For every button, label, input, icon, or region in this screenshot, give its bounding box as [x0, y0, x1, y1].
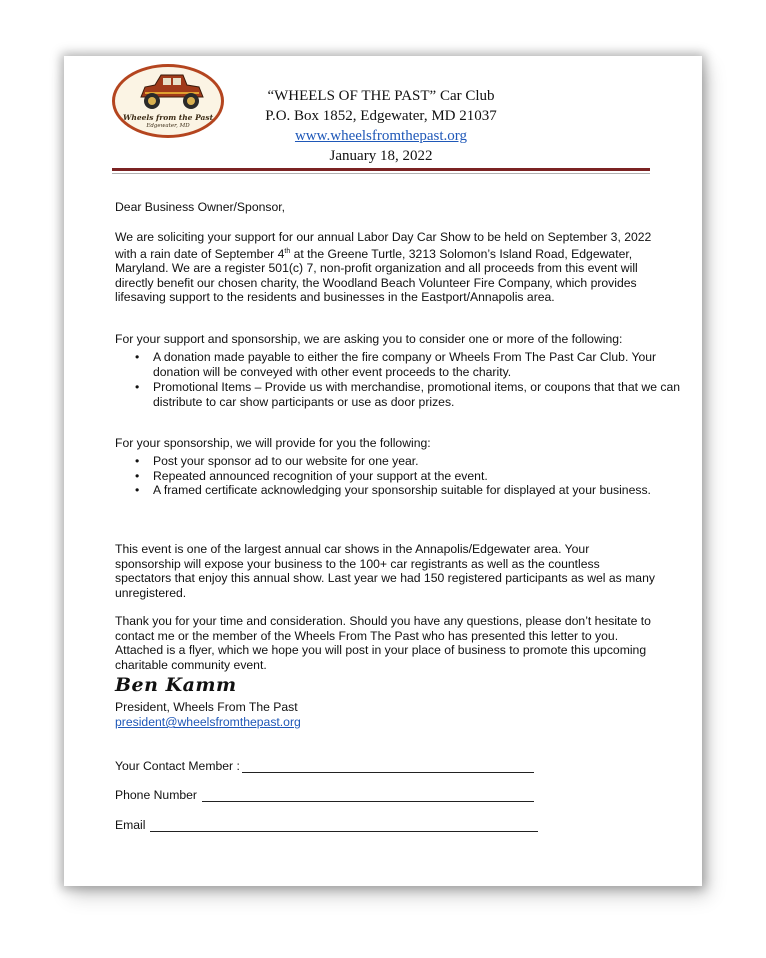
list-item: • A framed certificate acknowledging your sponsorship suitable for displayed at your business.	[153, 483, 693, 498]
phone-number-label: Phone Number	[115, 788, 197, 802]
contact-member-field[interactable]	[115, 759, 534, 773]
logo-location: Edgewater, MD	[146, 123, 190, 129]
benefits-intro: For your sponsorship, we will provide for you the following:	[115, 436, 431, 451]
phone-number-field[interactable]	[115, 788, 534, 802]
contact-member-label: Your Contact Member :	[115, 759, 240, 773]
list-item: • Promotional Items – Provide us with merchandise, promotional items, or coupons that that we can distribute to car show participants or use as door prizes.	[153, 380, 693, 409]
signer-email-link[interactable]: president@wheelsfromthepast.org	[115, 715, 301, 729]
contact-member-line[interactable]	[242, 760, 534, 773]
email-field[interactable]	[115, 818, 538, 832]
letter-page	[64, 56, 702, 886]
website-link[interactable]: www.wheelsfromthepast.org	[294, 128, 468, 144]
letterhead	[224, 86, 538, 166]
salutation: Dear Business Owner/Sponsor,	[115, 200, 286, 215]
hot-rod-car-icon	[135, 71, 207, 111]
club-logo	[112, 64, 224, 138]
exposure-paragraph: This event is one of the largest annual car shows in the Annapolis/Edgewater area. Your sponsorship will expose your business to the 100+ car registrants as well as the countless spectators that enjoy this annual show. Last year we had 150 registered participants as wel as many unregistered.	[115, 542, 655, 600]
email-line[interactable]	[150, 819, 538, 832]
asks-list	[115, 350, 693, 409]
intro-paragraph: We are soliciting your support for our annual Labor Day Car Show to be held on September 3, 2022 with a rain date of September 4th at the Greene Turtle, 3213 Solomon’s Island Road, Edgewater, Maryland. We are a register 501(c) 7, non-profit organization and all proceeds from this event will directly benefit our chosen charity, the Woodland Beach Volunteer Fire Company, which provides lifesaving support to the residents and businesses in the Eastport/Annapolis area.	[115, 230, 652, 305]
closing-paragraph: Thank you for your time and consideration. Should you have any questions, please don’t hesitate to contact me or the member of the Wheels From The Past who has presented this letter to you. Attached is a flyer, which we hope you will post in your place of business to promote this upcoming charitable community event.	[115, 614, 651, 672]
club-name: “WHEELS OF THE PAST” Car Club	[267, 88, 495, 104]
email-label: Email	[115, 818, 146, 832]
letter-date: January 18, 2022	[329, 148, 433, 164]
header-divider	[112, 168, 650, 171]
benefits-list	[115, 454, 693, 498]
signer-title: President, Wheels From The Past	[115, 700, 298, 714]
list-item: • Repeated announced recognition of your support at the event.	[153, 469, 693, 484]
list-item: • A donation made payable to either the fire company or Wheels From The Past Car Club. Your donation will be conveyed with other event proceeds to the charity.	[153, 350, 693, 379]
logo-tagline: Wheels from the Past	[122, 113, 214, 122]
header-divider-thin	[112, 173, 650, 174]
phone-number-line[interactable]	[202, 789, 534, 802]
list-item: • Post your sponsor ad to our website for one year.	[153, 454, 693, 469]
request-paragraph: For your support and sponsorship, we are asking you to consider one or more of the following:	[115, 332, 623, 347]
signature: Ben Kamm	[115, 674, 237, 696]
club-address: P.O. Box 1852, Edgewater, MD 21037	[265, 108, 497, 124]
